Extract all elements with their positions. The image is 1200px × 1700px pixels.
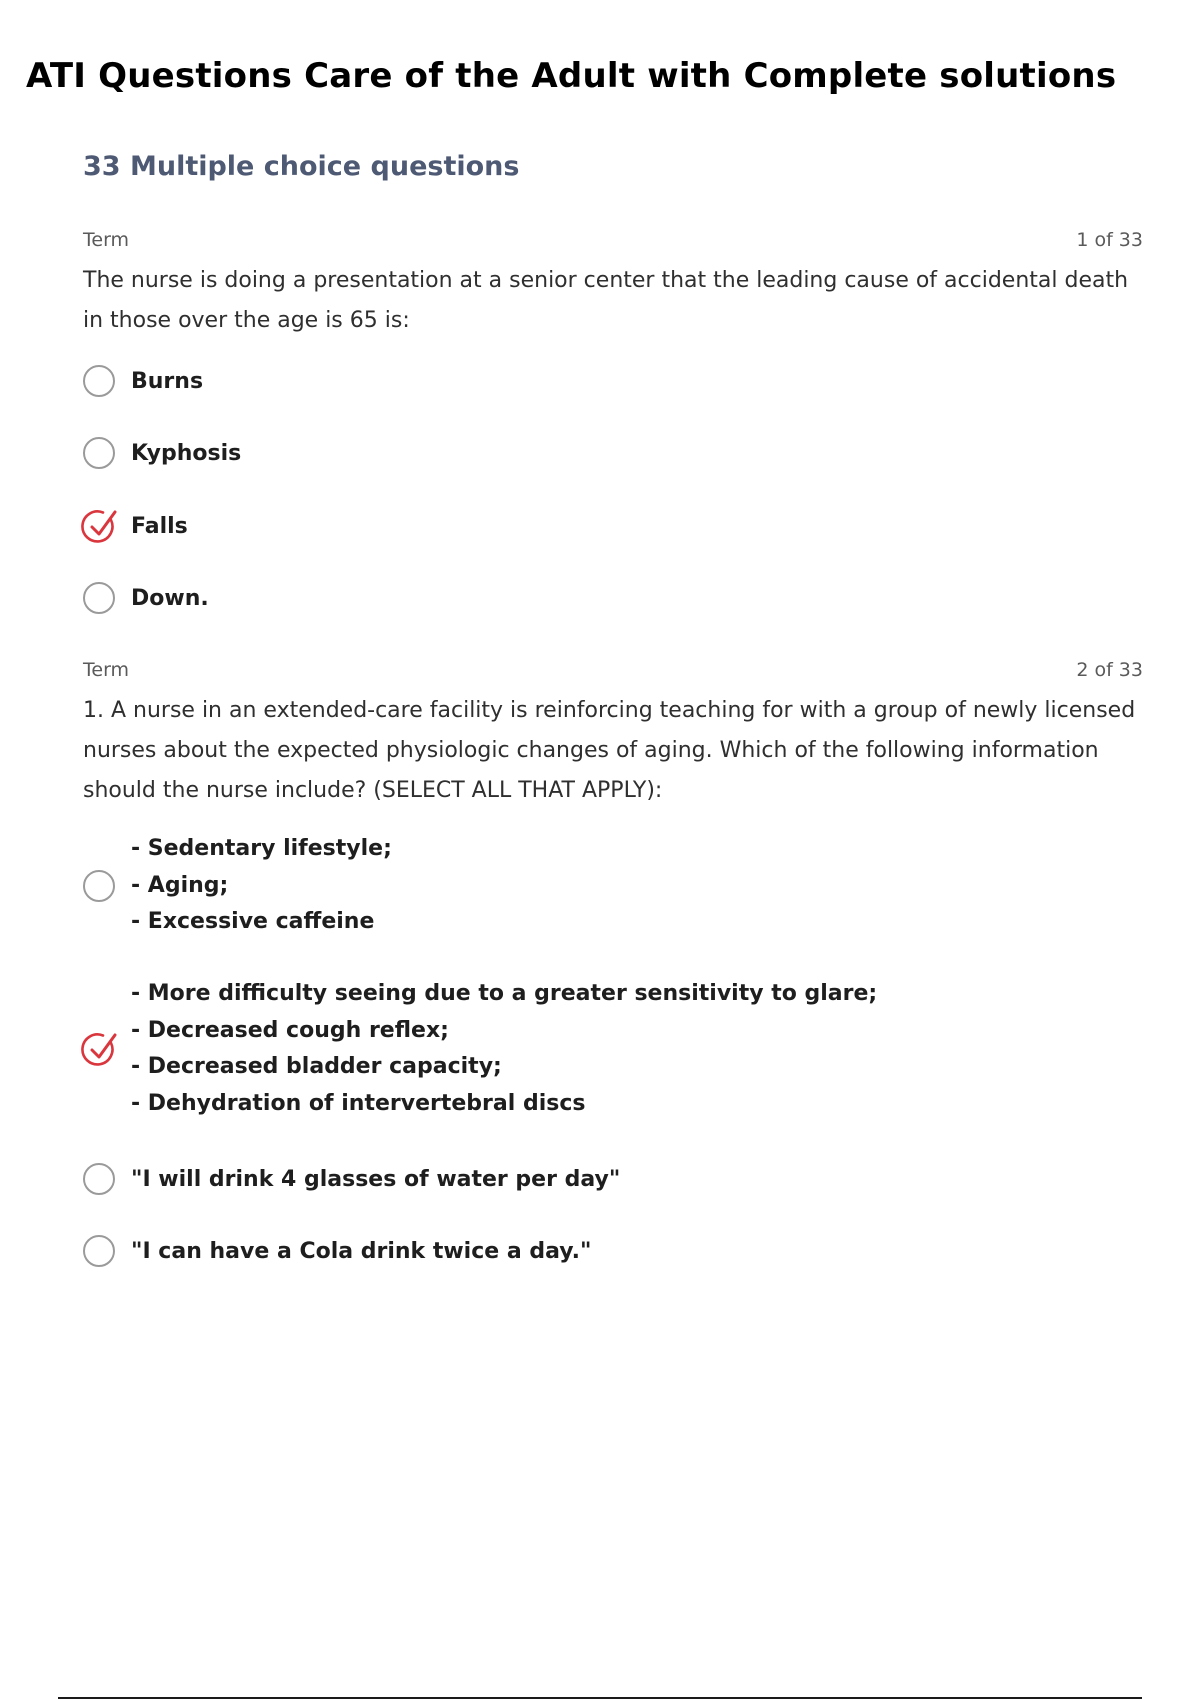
question-card-2 (83, 655, 1143, 1264)
option-line: - Aging; (131, 872, 229, 898)
term-label: Term (83, 229, 130, 251)
option-line: - Decreased bladder capacity; (131, 1054, 502, 1079)
option-line: - Sedentary lifestyle; (131, 836, 392, 861)
option-falls[interactable] (83, 506, 188, 546)
option-label: Kyphosis (131, 440, 242, 466)
radio-unselected-icon[interactable] (83, 1163, 115, 1195)
option-label: "I will drink 4 glasses of water per day" (131, 1166, 621, 1192)
check-circle-icon[interactable] (81, 1029, 121, 1069)
radio-unselected-icon[interactable] (83, 1235, 115, 1267)
radio-unselected-icon[interactable] (83, 437, 115, 469)
option-aging-changes[interactable] (83, 976, 877, 1122)
footer-divider (58, 1697, 1142, 1699)
question-prompt: 1. A nurse in an extended-care facility is reinforcing teaching for with a group of newly licensed nurses about the expected physiologic changes of aging. Which of the following information should the nurse include? (SELECT ALL THAT APPLY): (83, 698, 1136, 803)
option-line: - More difficulty seeing due to a greater sensitivity to glare; (131, 981, 878, 1006)
question-counter: 2 of 33 (1076, 659, 1143, 681)
question-meta (83, 655, 1143, 685)
option-lines (131, 831, 392, 941)
option-label: "I can have a Cola drink twice a day." (131, 1238, 592, 1264)
radio-unselected-icon[interactable] (83, 582, 115, 614)
check-circle-icon[interactable] (81, 506, 121, 546)
option-label: Burns (131, 368, 204, 394)
option-line: - Dehydration of intervertebral discs (131, 1090, 586, 1116)
option-water-intake[interactable] (83, 1163, 620, 1195)
option-cola-drink[interactable] (83, 1235, 591, 1267)
option-burns[interactable] (83, 365, 203, 397)
option-label: Down. (131, 585, 209, 611)
question-card-1 (83, 225, 1143, 611)
question-set-heading: 33 Multiple choice questions (83, 151, 520, 182)
option-line: - Decreased cough reflex; (131, 1017, 449, 1043)
question-counter: 1 of 33 (1076, 229, 1143, 251)
document-title: ATI Questions Care of the Adult with Complete solutions (26, 56, 1117, 96)
option-risk-factors[interactable] (83, 831, 392, 941)
question-prompt: The nurse is doing a presentation at a senior center that the leading cause of accidental death in those over the age is 65 is: (83, 268, 1129, 333)
option-kyphosis[interactable] (83, 437, 241, 469)
option-line: - Excessive caffeine (131, 909, 375, 934)
option-down[interactable] (83, 582, 209, 614)
term-label: Term (83, 659, 130, 681)
option-lines (131, 976, 877, 1122)
radio-unselected-icon[interactable] (83, 870, 115, 902)
radio-unselected-icon[interactable] (83, 365, 115, 397)
option-label: Falls (131, 513, 188, 539)
question-meta (83, 225, 1143, 255)
